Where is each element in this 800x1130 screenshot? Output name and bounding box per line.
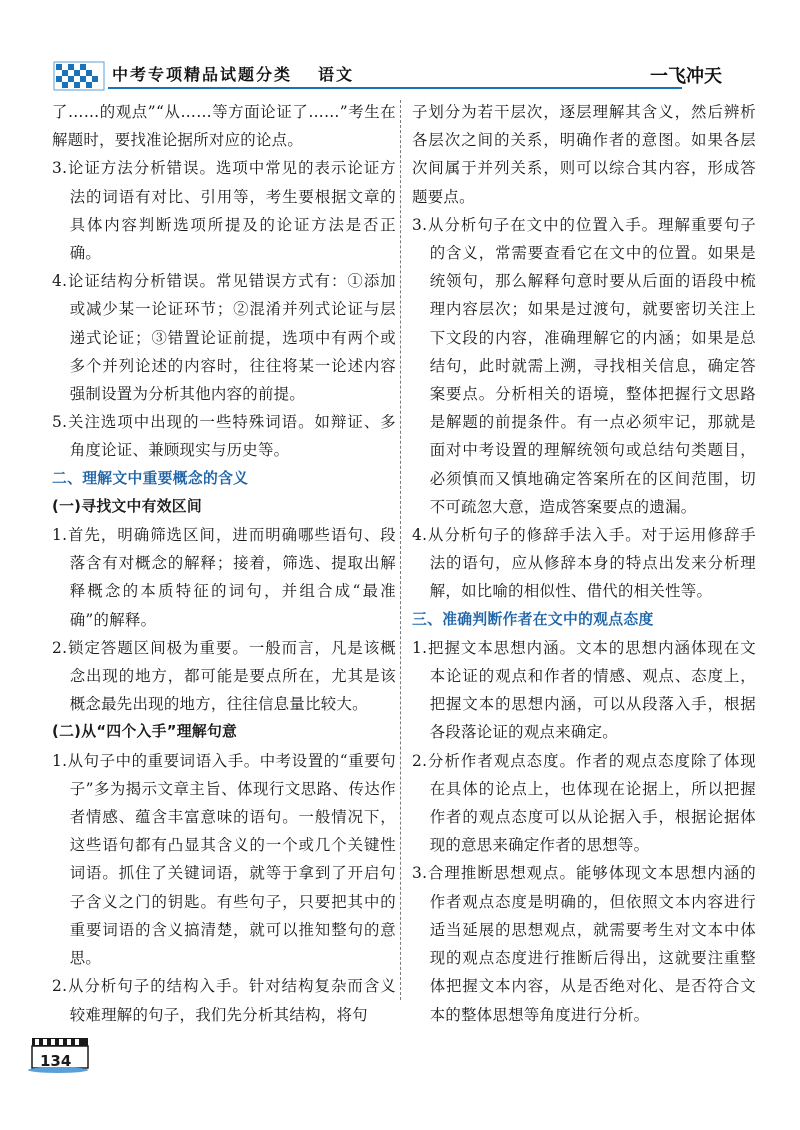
paragraph-continuation: 子划分为若干层次，逐层理解其含义，然后辨析各层次之间的关系，明确作者的意图。如果各层次间属于并列关系，则可以综合其内容，形成答题要点。 bbox=[412, 103, 756, 206]
book-title: 中考专项精品试题分类 bbox=[112, 65, 293, 84]
list-item: 2.从分析句子的结构入手。针对结构复杂而含义较难理解的句子，我们先分析其结构，将句 bbox=[52, 977, 396, 1024]
list-item: 3.论证方法分析错误。选项中常见的表示论证方法的词语有对比、引用等，考生要根据文章的具体内容判断选项所提及的论证方法是否正确。 bbox=[52, 159, 396, 263]
list-item: 4.从分析句子的修辞手法入手。对于运用修辞手法的语句，应从修辞本身的特点出发来分析理解，如比喻的相似性、借代的相关性等。 bbox=[412, 526, 756, 601]
page-header bbox=[0, 0, 800, 100]
page-number: 134 bbox=[40, 1052, 72, 1070]
list-item: 1.把握文本思想内涵。文本的思想内涵体现在文本论证的观点和作者的情感、观点、态度上，把握文本的思想内涵，可以从段落入手，根据各段落论证的观点来确定。 bbox=[412, 638, 756, 742]
list-item: 2.分析作者观点态度。作者的观点态度除了体现在具体的论点上，也体现在论据上，所以把握作者的观点态度可以从论据入手，根据论据体现的意思来确定作者的思想等。 bbox=[412, 751, 756, 855]
subsection-heading: (二)从“四个入手”理解句意 bbox=[52, 723, 238, 741]
header-title bbox=[112, 62, 354, 85]
checkered-logo-icon bbox=[52, 56, 110, 96]
list-item: 4.论证结构分析错误。常见错误方式有：①添加或减少某一论证环节；②混淆并列式论证与层递式论证；③错置论证前提，选项中有两个或多个并列论述的内容时，往往将某一论述内容强制设置为分析其他内容的前提。 bbox=[52, 272, 396, 404]
list-item: 5.关注选项中出现的一些特殊词语。如辩证、多角度论证、兼顾现实与历史等。 bbox=[52, 413, 396, 460]
left-column bbox=[52, 98, 396, 1029]
section-heading: 三、准确判断作者在文中的观点态度 bbox=[412, 610, 654, 628]
subject-label: 语文 bbox=[318, 65, 355, 84]
subsection-heading: (一)寻找文中有效区间 bbox=[52, 497, 202, 515]
column-divider bbox=[400, 100, 401, 1000]
list-item: 1.从句子中的重要词语入手。中考设置的“重要句子”多为揭示文章主旨、体现行文思路、传达作者情感、蕴含丰富意味的语句。一般情况下，这些语句都有凸显其含义的一个或几个关键性词语。抓住了关键词语，就等于拿到了开启句子含义之门的钥匙。有些句子，只要把其中的重要词语的含义搞清楚，就可以推知整句的意思。 bbox=[52, 751, 396, 968]
header-rule bbox=[108, 87, 682, 89]
list-item: 3.从分析句子在文中的位置入手。理解重要句子的含义，常需要查看它在文中的位置。如果是统领句，那么解释句意时要从后面的语段中梳理内容层次；如果是过渡句，就要密切关注上下文段的内容，准确理解它的内涵；如果是总结句，此时就需上溯，寻找相关信息，确定答案要点。分析相关的语境，整体把握行文思路是解题的前提条件。有一点必须牢记，那就是面对中考设置的理解统领句或总结句类题目，必须慎而又慎地确定答案所在的区间范围，切不可疏忽大意，造成答案要点的遗漏。 bbox=[412, 215, 756, 516]
section-heading: 二、理解文中重要概念的含义 bbox=[52, 469, 249, 487]
list-item: 1.首先，明确筛选区间，进而明确哪些语句、段落含有对概念的解释；接着，筛选、提取出解释概念的本质特征的词句，并组合成“最准确”的解释。 bbox=[52, 526, 396, 629]
paragraph-continuation: 了……的观点”“从……等方面论证了……”考生在解题时，要找准论据所对应的论点。 bbox=[52, 103, 396, 150]
right-column bbox=[412, 98, 756, 1029]
brand-logo: 一飞冲天 bbox=[650, 66, 722, 87]
list-item: 3.合理推断思想观点。能够体现文本思想内涵的作者观点态度是明确的，但依照文本内容进行适当延展的思想观点，就需要考生对文本中体现的观点态度进行推断后得出，这就要注重整体把握文本内容，从是否绝对化、是否符合文本的整体思想等角度进行分析。 bbox=[412, 864, 756, 1024]
list-item: 2.锁定答题区间极为重要。一般而言，凡是该概念出现的地方，都可能是要点所在，尤其是该概念最先出现的地方，往往信息量比较大。 bbox=[52, 638, 396, 714]
